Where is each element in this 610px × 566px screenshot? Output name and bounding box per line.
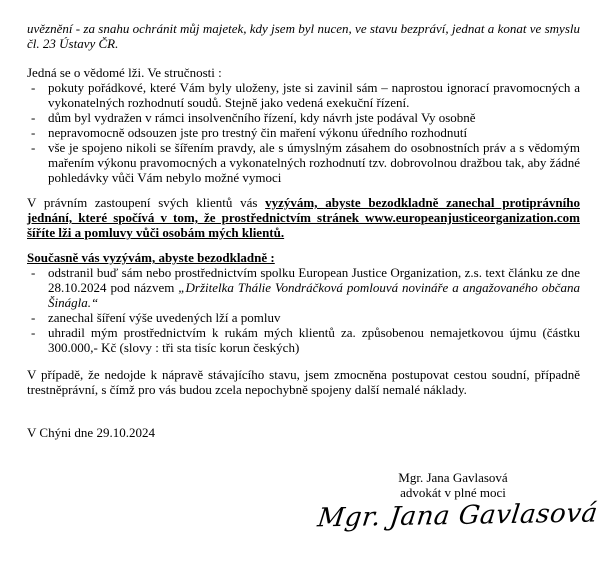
article-title: „Držitelka Thálie Vondráčková pomlouvá novináře a angažovaného občana Šinágla.“: [48, 280, 580, 310]
list-item-text: nepravomocně odsouzen jste pro trestný čin maření výkonu úředního rozhodnutí: [48, 125, 468, 140]
list-item-text: vše je spojeno nikoli se šířením pravdy, ale s úmyslným zásahem do osobnostních práv a s vědomým mařením výkonu pravomocných a vykonatelných rozhodnutí tzv. dobrovolnou dražbou tak, aby žádné pohledávky vůči Vám nebylo možné vymoci: [48, 140, 580, 185]
bullet-dash: -: [31, 140, 36, 155]
intro-paragraph-text: uvěznění - za snahu ochránit můj majetek, kdy jsem byl nucen, ve stavu bezpráví, jednat a konat ve smyslu čl. 23 Ústavy ČR.: [27, 21, 580, 51]
list-item-text: zanechal šíření výše uvedených lží a pomluv: [48, 310, 281, 325]
second-demand-heading: [27, 250, 580, 265]
bullet-dash: -: [31, 110, 36, 125]
closing-paragraph: [27, 367, 580, 397]
list-item-text: [48, 265, 580, 310]
demand-paragraph-emphasized: vyzývám, abyste bezodkladně zanechal protiprávního jednání, které spočívá v tom, že prostřednictvím stránek www.europeanjusticeorganization.com šíříte lži a pomluvy vůči osobám mých klientů.: [27, 195, 580, 240]
handwritten-signature: Mgr. Jana Gavlasová: [315, 498, 600, 534]
list-item: [27, 140, 580, 185]
intro-paragraph: [27, 21, 580, 51]
list-item-text: pokuty pořádkové, které Vám byly uloženy, jste si zavinil sám – naprostou ignorací pravomocných a vykonatelných rozhodnutí soudů. Stejně jako vedená exekuční řízení.: [48, 80, 580, 110]
list-item: [27, 125, 580, 140]
list-item: [27, 80, 580, 110]
second-demand-heading-text: Současně vás vyzývám, abyste bezodkladně :: [27, 250, 275, 265]
summary-heading: [27, 65, 580, 80]
demand-paragraph-lead: V právním zastoupení svých klientů vás: [27, 195, 266, 210]
bullet-dash: -: [31, 125, 36, 140]
article-removal-lead: odstranil buď sám nebo prostřednictvím spolku European Justice Organization, z.s. text článku ze dne 28.10.2024 pod názvem: [48, 265, 580, 295]
demand-paragraph: [27, 195, 580, 240]
list-item-text: dům byl vydražen v rámci insolvenčního řízení, kdy návrh jste podával Vy osobně: [48, 110, 476, 125]
list-item: [27, 110, 580, 125]
date-line-text: V Chýni dne 29.10.2024: [27, 425, 155, 440]
signature-block: [315, 470, 600, 534]
list-item: [27, 310, 580, 325]
summary-heading-text: Jedná se o vědomé lži. Ve stručnosti :: [27, 65, 222, 80]
second-demand-bullet-list: [27, 265, 580, 355]
bullet-dash: -: [31, 310, 36, 325]
closing-paragraph-text: V případě, že nedojde k nápravě stávajícího stavu, jsem zmocněna postupovat cestou soudní, případně trestněprávní, s čímž pro vás budou zcela nepochybně spojeny další nemalé náklady.: [27, 367, 580, 397]
list-item: [27, 325, 580, 355]
signatory-name: Mgr. Jana Gavlasová: [398, 470, 508, 485]
bullet-dash: -: [31, 325, 36, 340]
summary-bullet-list: [27, 80, 580, 185]
signatory-role: advokát v plné moci: [400, 485, 506, 500]
bullet-dash: -: [31, 80, 36, 95]
date-line: [27, 425, 580, 440]
list-item-text: uhradil mým prostřednictvím k rukám mých klientů za. způsobenou nemajetkovou újmu (částku 300.000,- Kč (slovy : tři sta tisíc korun českých): [48, 325, 580, 355]
bullet-dash: -: [31, 265, 36, 280]
list-item: [27, 265, 580, 310]
